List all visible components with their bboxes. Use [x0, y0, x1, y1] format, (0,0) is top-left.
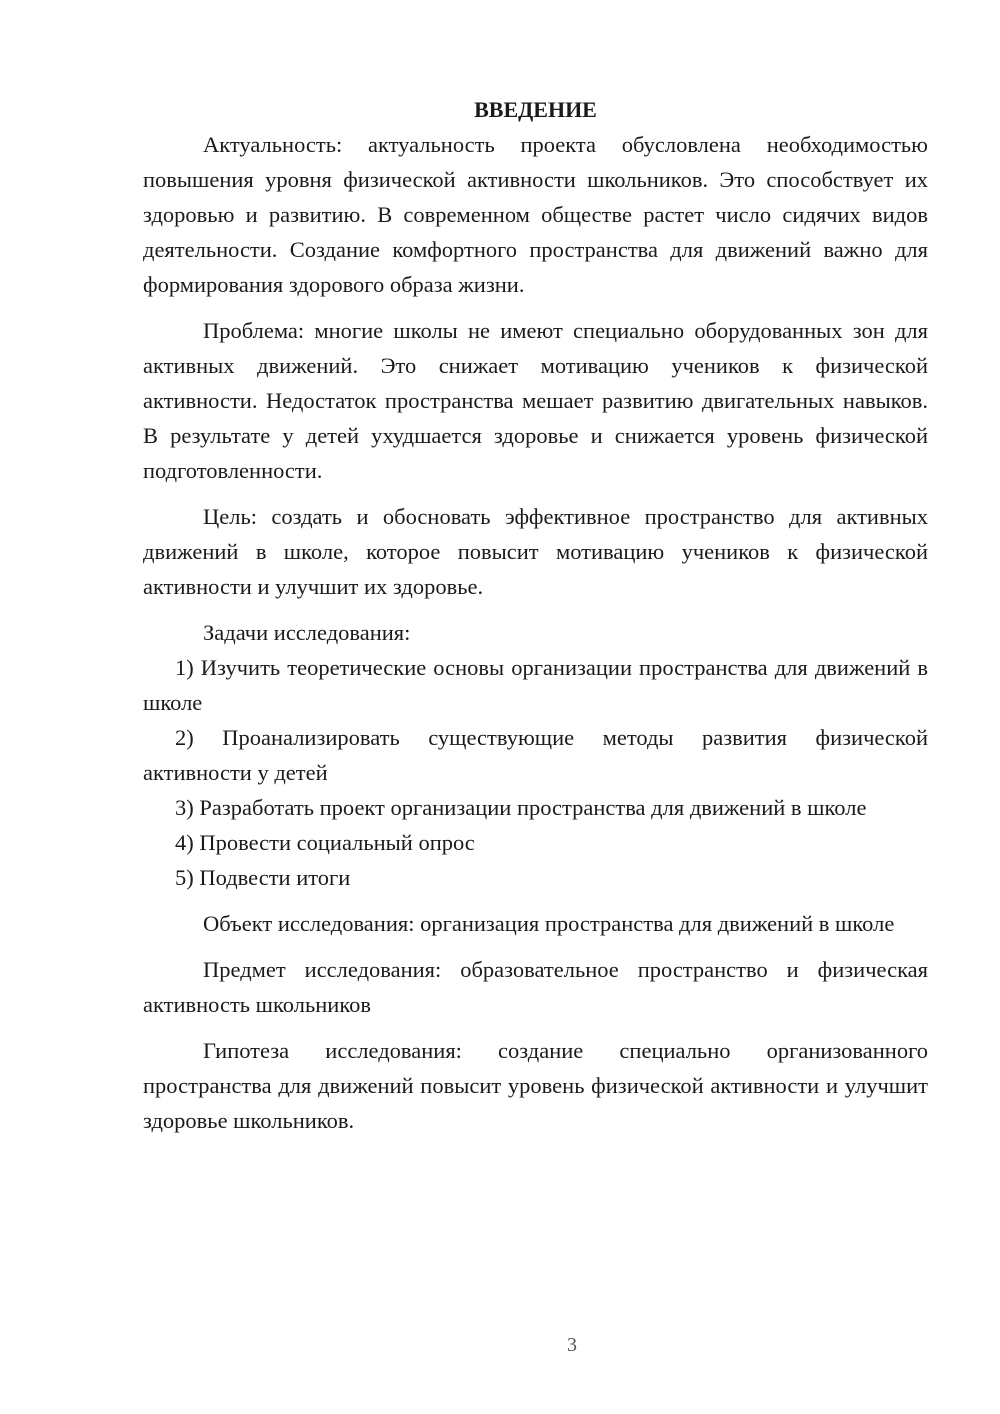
- task-item: 2) Проанализировать существующие методы развития физической активности у детей: [143, 725, 928, 785]
- paragraph-hypothesis: Гипотеза исследования: создание специально организованного пространства для движений повысит уровень физической активности и улучшит здоровье школьников.: [143, 1038, 928, 1133]
- task-item: 5) Подвести итоги: [175, 865, 351, 890]
- paragraph-object: Объект исследования: организация пространства для движений в школе: [203, 911, 895, 936]
- paragraph-relevance: Актуальность: актуальность проекта обусловлена необходимостью повышения уровня физической активности школьников. Это способствует их здоровью и развитию. В современном обществе растет число сидячих видов деятельности. Создание комфортного пространства для движений важно для формирования здорового образа жизни.: [143, 132, 928, 297]
- tasks-heading: Задачи исследования:: [203, 620, 411, 645]
- paragraph-problem: Проблема: многие школы не имеют специально оборудованных зон для активных движений. Это снижает мотивацию учеников к физической активности. Недостаток пространства мешает развитию двигательных навыков. В результате у детей ухудшается здоровье и снижается уровень физической подготовленности.: [143, 318, 928, 483]
- paragraph-goal: Цель: создать и обосновать эффективное пространство для активных движений в школе, которое повысит мотивацию учеников к физической активности и улучшит их здоровье.: [143, 504, 928, 599]
- task-item: 1) Изучить теоретические основы организации пространства для движений в школе: [143, 655, 928, 715]
- task-item: 4) Провести социальный опрос: [175, 830, 475, 855]
- document-page: [143, 92, 928, 1138]
- page-title: ВВЕДЕНИЕ: [474, 97, 597, 122]
- page-number: 3: [567, 1334, 577, 1356]
- task-item: 3) Разработать проект организации пространства для движений в школе: [175, 795, 867, 820]
- paragraph-subject: Предмет исследования: образовательное пространство и физическая активность школьников: [143, 957, 928, 1017]
